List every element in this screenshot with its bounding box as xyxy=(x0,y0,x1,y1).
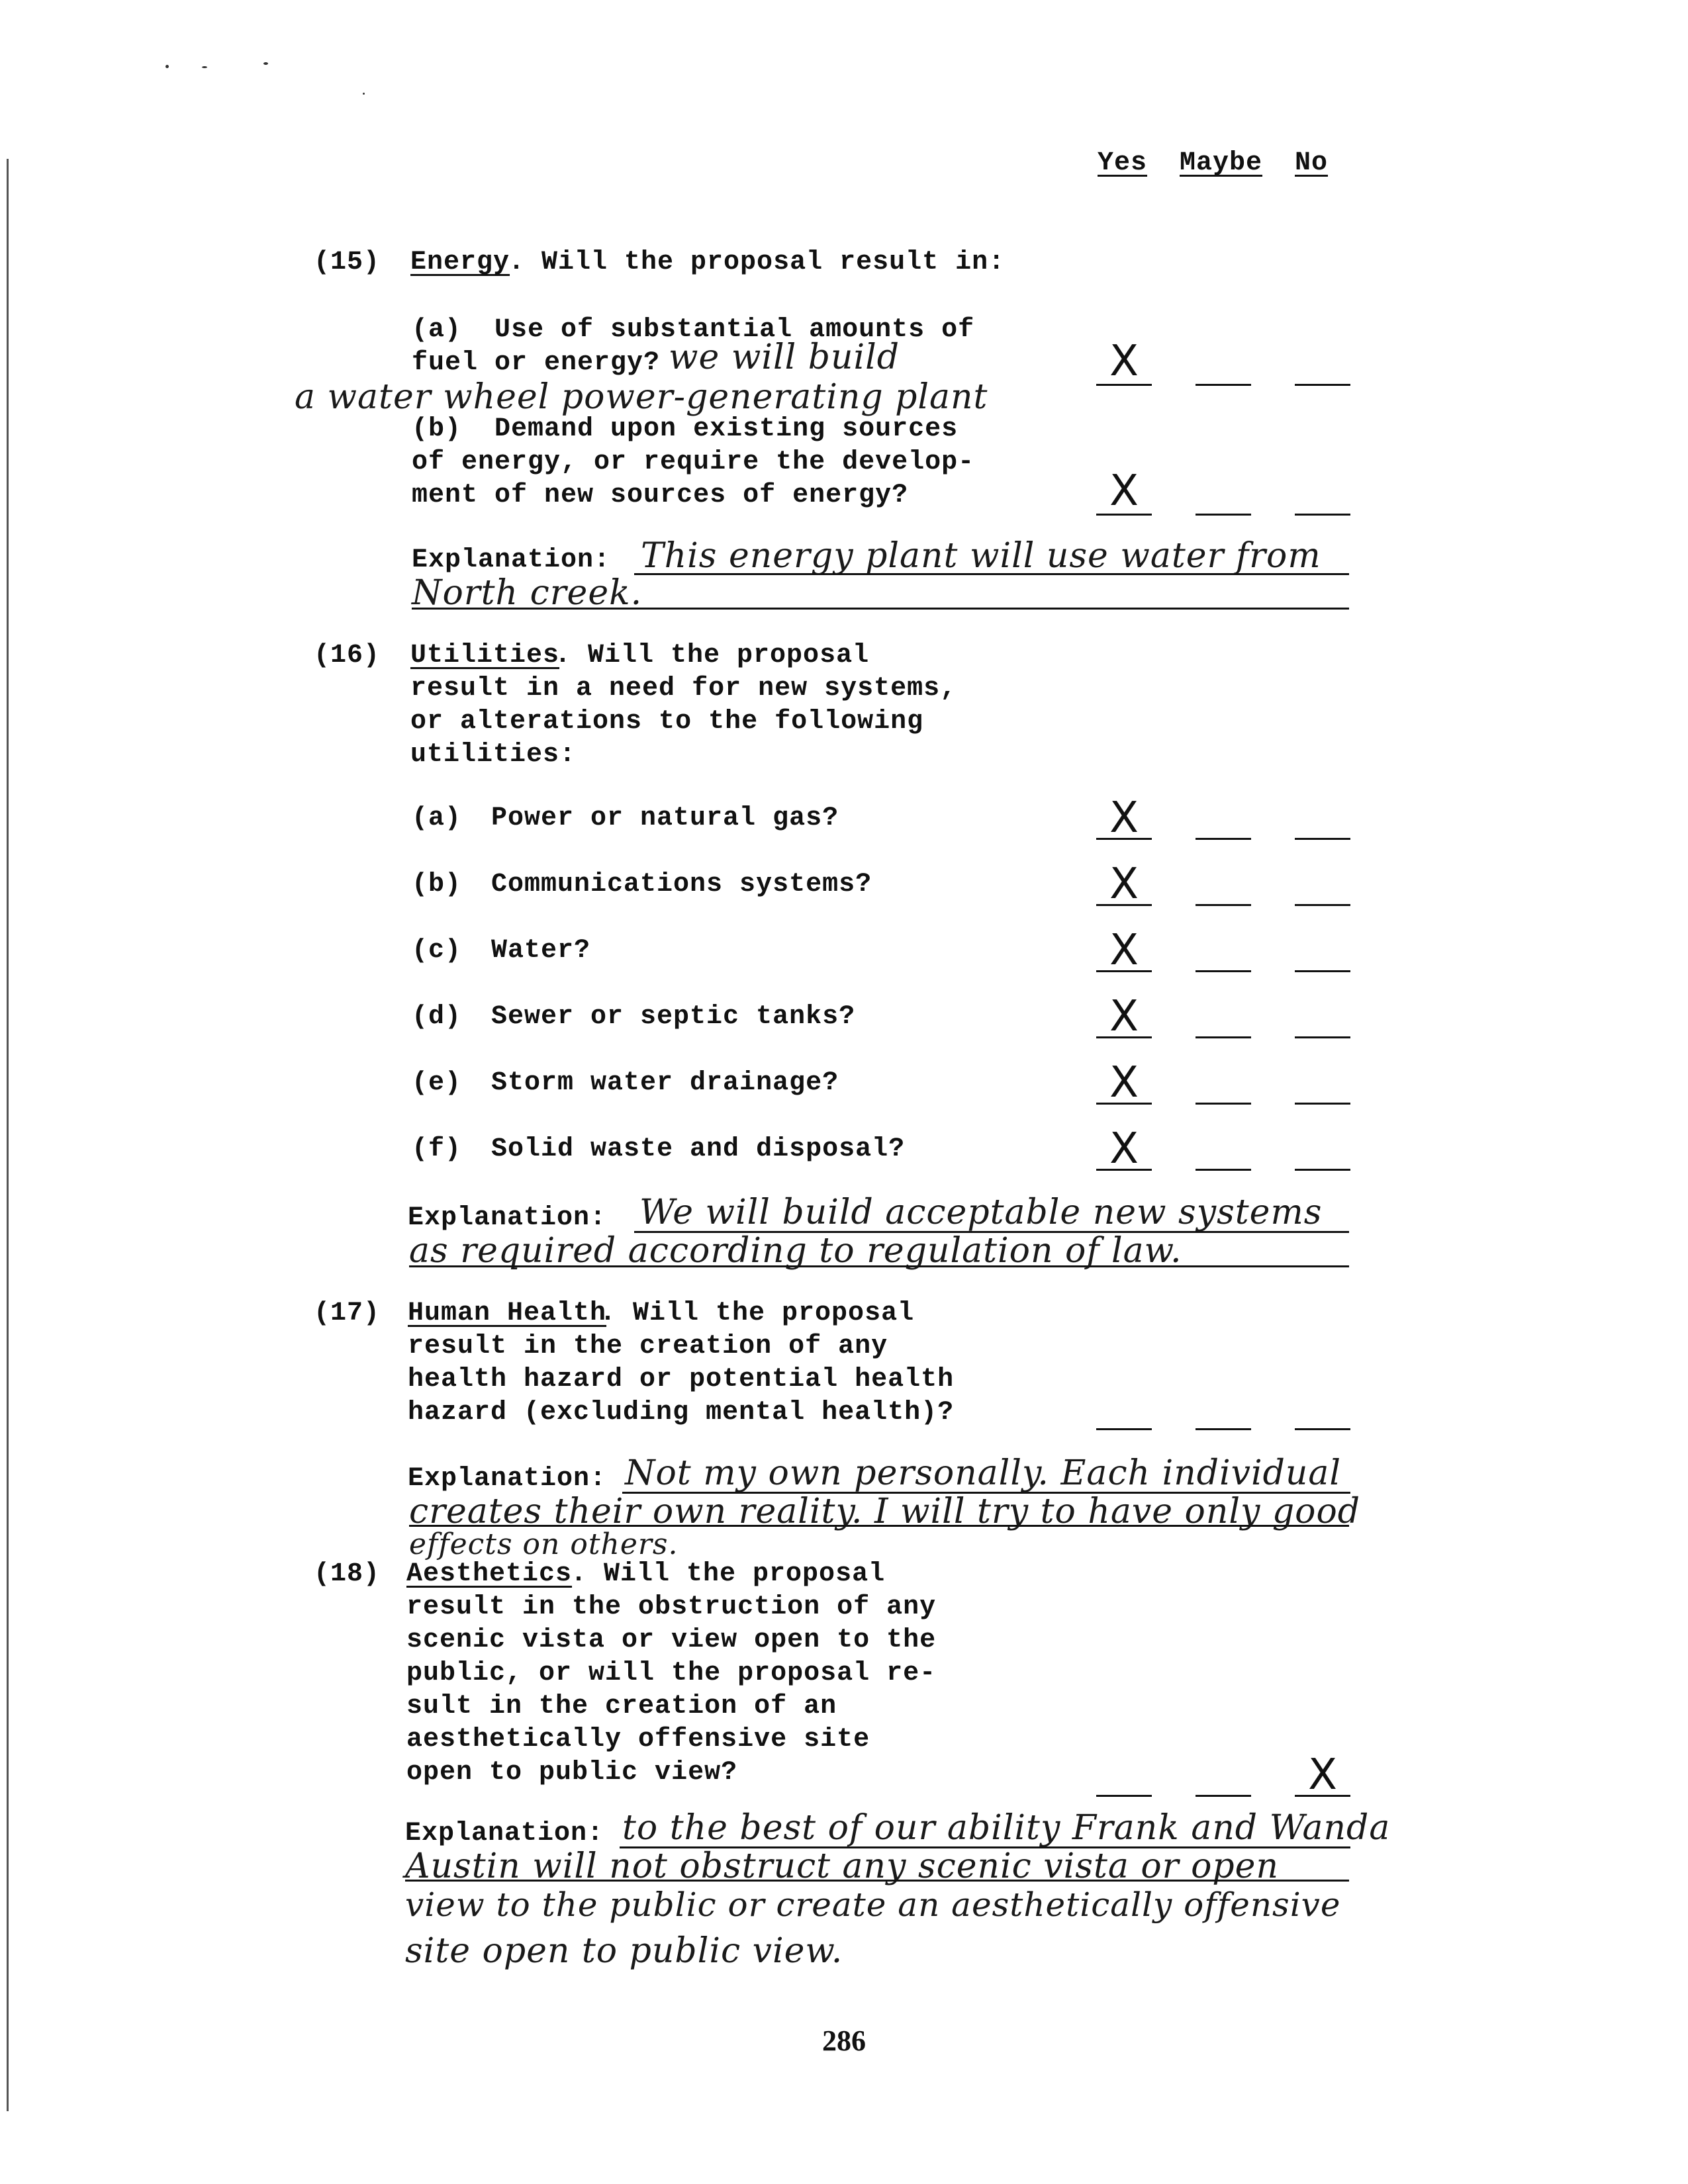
q18-intro-line4: public, or will the proposal re- xyxy=(406,1659,937,1688)
q18-explanation-line1: to the best of our ability Frank and Wanda xyxy=(622,1808,1391,1848)
q16-item-maybe-blank[interactable] xyxy=(1196,1036,1251,1038)
q16-intro-line3: or alterations to the following xyxy=(410,707,924,737)
q15-a-line2: fuel or energy? xyxy=(412,348,661,378)
q16-item-maybe-blank[interactable] xyxy=(1196,1103,1251,1105)
q15-a-yes-mark: X xyxy=(1109,337,1139,386)
header-maybe: Maybe xyxy=(1180,148,1263,178)
q16-item-yes-blank[interactable] xyxy=(1096,838,1152,840)
q18-intro-line7: open to public view? xyxy=(406,1758,738,1788)
q16-item-letter: (b) xyxy=(412,870,462,899)
q17-maybe-blank[interactable] xyxy=(1196,1428,1251,1430)
q18-intro-line6: aesthetically offensive site xyxy=(406,1725,870,1754)
q18-explanation-line2: Austin will not obstruct any scenic vista or open xyxy=(405,1846,1279,1886)
q15-b-maybe-blank[interactable] xyxy=(1196,514,1251,516)
q18-yes-blank[interactable] xyxy=(1096,1795,1152,1797)
q15-intro: . Will the proposal result in: xyxy=(508,248,1006,277)
q16-item-yes-mark: X xyxy=(1109,992,1139,1041)
q15-a-no-blank[interactable] xyxy=(1295,384,1350,386)
q15-b-line1: (b) Demand upon existing sources xyxy=(412,414,959,444)
q16-item-yes-mark: X xyxy=(1109,860,1139,909)
scan-speck xyxy=(202,66,207,68)
q16-item-text: Power or natural gas? xyxy=(491,803,839,833)
q15-explanation-line1: This energy plant will use water from xyxy=(641,536,1321,576)
q16-item-text: Storm water drainage? xyxy=(491,1068,839,1098)
q16-item-letter: (d) xyxy=(412,1002,462,1032)
q15-b-line3: ment of new sources of energy? xyxy=(412,480,909,510)
q16-explanation-rule2 xyxy=(409,1265,1349,1267)
q15-a-handwriting-1: we will build xyxy=(669,338,900,377)
q16-item-yes-blank[interactable] xyxy=(1096,904,1152,906)
q18-intro-line5: sult in the creation of an xyxy=(406,1692,837,1721)
page-number: 286 xyxy=(822,2025,866,2057)
q16-item-yes-blank[interactable] xyxy=(1096,1103,1152,1105)
q16-item-letter: (a) xyxy=(412,803,462,833)
q16-item-maybe-blank[interactable] xyxy=(1196,1169,1251,1171)
q18-explanation-label: Explanation: xyxy=(405,1819,604,1848)
q18-explanation-line4: site open to public view. xyxy=(405,1931,843,1971)
q16-item-no-blank[interactable] xyxy=(1295,1103,1350,1105)
q16-item-text: Communications systems? xyxy=(491,870,872,899)
q15-a-handwriting-2: a water wheel power-generating plant xyxy=(295,377,988,417)
q16-item-no-blank[interactable] xyxy=(1295,1169,1350,1171)
q17-title: Human Health xyxy=(408,1298,607,1328)
q17-explanation-label: Explanation: xyxy=(408,1464,607,1494)
q15-explanation-line2: North creek. xyxy=(412,573,643,613)
q18-number: (18) xyxy=(314,1559,381,1589)
q18-explanation-rule2 xyxy=(405,1880,1349,1882)
q16-item-maybe-blank[interactable] xyxy=(1196,970,1251,972)
q16-item-yes-blank[interactable] xyxy=(1096,1036,1152,1038)
q16-item-yes-mark: X xyxy=(1109,926,1139,975)
q15-explanation-rule1 xyxy=(634,573,1349,575)
q17-explanation-line1: Not my own personally. Each individual xyxy=(625,1453,1342,1493)
q15-a-yes-blank[interactable] xyxy=(1096,384,1152,386)
q18-no-blank[interactable] xyxy=(1295,1795,1350,1797)
q15-number: (15) xyxy=(314,248,381,277)
q18-intro-line3: scenic vista or view open to the xyxy=(406,1625,937,1655)
q15-b-line2: of energy, or require the develop- xyxy=(412,447,975,477)
q16-item-yes-mark: X xyxy=(1109,794,1139,842)
q16-number: (16) xyxy=(314,641,381,670)
q15-b-yes-blank[interactable] xyxy=(1096,514,1152,516)
q16-item-yes-mark: X xyxy=(1109,1058,1139,1107)
q15-explanation-label: Explanation: xyxy=(412,545,611,575)
q16-explanation-label: Explanation: xyxy=(408,1203,607,1233)
q16-item-no-blank[interactable] xyxy=(1295,970,1350,972)
q16-item-yes-mark: X xyxy=(1109,1124,1139,1173)
q15-title: Energy xyxy=(410,248,510,277)
q16-item-text: Water? xyxy=(491,936,591,966)
q17-number: (17) xyxy=(314,1298,381,1328)
q16-item-letter: (c) xyxy=(412,936,462,966)
q15-a-line1: (a) Use of substantial amounts of xyxy=(412,315,975,345)
q16-item-no-blank[interactable] xyxy=(1295,1036,1350,1038)
q17-intro-line4: hazard (excluding mental health)? xyxy=(408,1398,955,1428)
q17-no-blank[interactable] xyxy=(1295,1428,1350,1430)
q16-item-no-blank[interactable] xyxy=(1295,838,1350,840)
q16-item-no-blank[interactable] xyxy=(1295,904,1350,906)
q18-maybe-blank[interactable] xyxy=(1196,1795,1251,1797)
q16-intro-line2: result in a need for new systems, xyxy=(410,674,957,704)
q17-explanation-line2: creates their own reality. I will try to have only good xyxy=(409,1492,1361,1531)
q16-item-maybe-blank[interactable] xyxy=(1196,904,1251,906)
header-no: No xyxy=(1295,148,1329,178)
scan-left-edge xyxy=(7,159,9,2111)
q16-item-letter: (e) xyxy=(412,1068,462,1098)
scan-speck xyxy=(363,93,365,95)
q16-explanation-line2: as required according to regulation of law. xyxy=(409,1231,1182,1271)
q18-title: Aesthetics xyxy=(406,1559,573,1589)
header-yes: Yes xyxy=(1098,148,1148,178)
q16-item-text: Solid waste and disposal? xyxy=(491,1134,906,1164)
q16-item-yes-blank[interactable] xyxy=(1096,1169,1152,1171)
q18-no-mark: X xyxy=(1308,1751,1337,1799)
q15-b-no-blank[interactable] xyxy=(1295,514,1350,516)
q15-a-maybe-blank[interactable] xyxy=(1196,384,1251,386)
q16-item-text: Sewer or septic tanks? xyxy=(491,1002,856,1032)
q16-item-maybe-blank[interactable] xyxy=(1196,838,1251,840)
q16-item-yes-blank[interactable] xyxy=(1096,970,1152,972)
q18-explanation-line3: view to the public or create an aesthetically offensive xyxy=(405,1886,1341,1924)
q18-intro-line2: result in the obstruction of any xyxy=(406,1592,937,1622)
q16-item-letter: (f) xyxy=(412,1134,462,1164)
q16-title: Utilities xyxy=(410,641,560,670)
q15-explanation-rule2 xyxy=(412,608,1349,610)
q18-intro-line1: . Will the proposal xyxy=(571,1559,886,1589)
q16-intro-line1: . Will the proposal xyxy=(555,641,870,670)
q17-yes-blank[interactable] xyxy=(1096,1428,1152,1430)
q17-intro-line3: health hazard or potential health xyxy=(408,1365,955,1394)
q15-b-yes-mark: X xyxy=(1109,467,1139,516)
q16-intro-line4: utilities: xyxy=(410,740,577,770)
q17-intro-line2: result in the creation of any xyxy=(408,1332,888,1361)
scan-speck xyxy=(263,62,268,65)
q17-intro-line1: . Will the proposal xyxy=(600,1298,915,1328)
q16-explanation-line1: We will build acceptable new systems xyxy=(639,1193,1323,1232)
q17-explanation-line3: effects on others. xyxy=(409,1527,679,1561)
scan-speck xyxy=(165,65,169,68)
